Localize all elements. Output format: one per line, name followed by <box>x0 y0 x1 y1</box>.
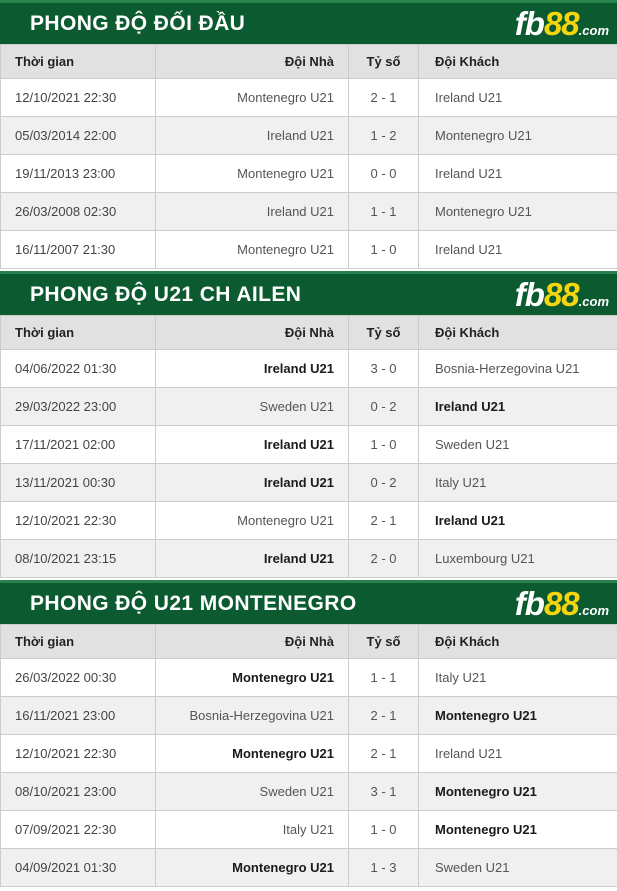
match-time: 12/10/2021 22:30 <box>1 79 156 117</box>
home-team: Montenegro U21 <box>156 502 349 540</box>
column-header-score: Tỷ số <box>349 316 419 350</box>
home-team: Montenegro U21 <box>156 849 349 887</box>
fb88-logo[interactable] <box>515 278 617 311</box>
home-team: Montenegro U21 <box>156 155 349 193</box>
match-time: 16/11/2007 21:30 <box>1 231 156 269</box>
match-row <box>1 117 617 155</box>
home-team: Montenegro U21 <box>156 735 349 773</box>
fb88-logo[interactable] <box>515 587 617 620</box>
match-score: 2 - 1 <box>349 735 419 773</box>
match-row <box>1 155 617 193</box>
match-row <box>1 697 617 735</box>
match-row <box>1 464 617 502</box>
section-ireland-u21-form <box>0 271 617 578</box>
fb88-logo-88: 88 <box>543 585 579 622</box>
match-score: 0 - 2 <box>349 464 419 502</box>
match-score: 0 - 2 <box>349 388 419 426</box>
home-team: Montenegro U21 <box>156 231 349 269</box>
home-team: Sweden U21 <box>156 773 349 811</box>
match-row <box>1 426 617 464</box>
match-time: 16/11/2021 23:00 <box>1 697 156 735</box>
match-row <box>1 773 617 811</box>
away-team: Ireland U21 <box>419 502 617 540</box>
match-score: 2 - 1 <box>349 502 419 540</box>
match-score: 2 - 0 <box>349 540 419 578</box>
away-team: Luxembourg U21 <box>419 540 617 578</box>
match-row <box>1 735 617 773</box>
match-time: 04/09/2021 01:30 <box>1 849 156 887</box>
match-time: 12/10/2021 22:30 <box>1 735 156 773</box>
match-score: 2 - 1 <box>349 697 419 735</box>
match-row <box>1 79 617 117</box>
away-team: Sweden U21 <box>419 426 617 464</box>
match-row <box>1 659 617 697</box>
column-header-score: Tỷ số <box>349 625 419 659</box>
match-row <box>1 193 617 231</box>
match-time: 08/10/2021 23:15 <box>1 540 156 578</box>
column-header-time: Thời gian <box>1 316 156 350</box>
away-team: Ireland U21 <box>419 735 617 773</box>
home-team: Ireland U21 <box>156 117 349 155</box>
section-header-band <box>0 271 617 315</box>
match-time: 12/10/2021 22:30 <box>1 502 156 540</box>
column-header-away: Đội Khách <box>419 45 617 79</box>
home-team: Sweden U21 <box>156 388 349 426</box>
fb88-logo-88: 88 <box>543 5 579 42</box>
match-time: 05/03/2014 22:00 <box>1 117 156 155</box>
column-header-score: Tỷ số <box>349 45 419 79</box>
match-row <box>1 502 617 540</box>
match-score: 1 - 1 <box>349 659 419 697</box>
fb88-logo-fb: fb <box>514 5 544 42</box>
away-team: Ireland U21 <box>419 155 617 193</box>
home-team: Ireland U21 <box>156 464 349 502</box>
home-team: Ireland U21 <box>156 350 349 388</box>
fb88-logo-fb: fb <box>514 276 544 313</box>
match-time: 26/03/2022 00:30 <box>1 659 156 697</box>
match-score: 0 - 0 <box>349 155 419 193</box>
fb88-logo[interactable] <box>515 7 617 40</box>
section-montenegro-u21-form <box>0 580 617 887</box>
match-time: 13/11/2021 00:30 <box>1 464 156 502</box>
home-team: Montenegro U21 <box>156 659 349 697</box>
match-score: 1 - 0 <box>349 811 419 849</box>
match-score: 3 - 1 <box>349 773 419 811</box>
column-header-time: Thời gian <box>1 45 156 79</box>
matches-table <box>0 315 617 578</box>
table-header-row <box>1 316 617 350</box>
match-row <box>1 350 617 388</box>
column-header-time: Thời gian <box>1 625 156 659</box>
fb88-logo-fb: fb <box>514 585 544 622</box>
home-team: Ireland U21 <box>156 540 349 578</box>
table-header-row <box>1 45 617 79</box>
fb88-logo-com: .com <box>578 294 609 309</box>
home-team: Ireland U21 <box>156 426 349 464</box>
match-row <box>1 388 617 426</box>
match-time: 08/10/2021 23:00 <box>1 773 156 811</box>
column-header-away: Đội Khách <box>419 316 617 350</box>
match-score: 1 - 0 <box>349 231 419 269</box>
away-team: Montenegro U21 <box>419 193 617 231</box>
match-score: 1 - 0 <box>349 426 419 464</box>
matches-table <box>0 44 617 269</box>
fb88-logo-com: .com <box>578 603 609 618</box>
match-score: 1 - 3 <box>349 849 419 887</box>
away-team: Montenegro U21 <box>419 811 617 849</box>
away-team: Ireland U21 <box>419 79 617 117</box>
match-score: 1 - 2 <box>349 117 419 155</box>
match-row <box>1 811 617 849</box>
column-header-home: Đội Nhà <box>156 45 349 79</box>
section-title: PHONG ĐỘ U21 MONTENEGRO <box>30 591 357 615</box>
section-title: PHONG ĐỘ U21 CH AILEN <box>30 282 302 306</box>
match-score: 3 - 0 <box>349 350 419 388</box>
matches-table <box>0 624 617 887</box>
away-team: Montenegro U21 <box>419 117 617 155</box>
match-time: 29/03/2022 23:00 <box>1 388 156 426</box>
match-time: 07/09/2021 22:30 <box>1 811 156 849</box>
match-time: 04/06/2022 01:30 <box>1 350 156 388</box>
match-row <box>1 231 617 269</box>
section-title: PHONG ĐỘ ĐỐI ĐẦU <box>30 11 246 35</box>
away-team: Bosnia-Herzegovina U21 <box>419 350 617 388</box>
section-header-band <box>0 0 617 44</box>
match-score: 2 - 1 <box>349 79 419 117</box>
match-time: 26/03/2008 02:30 <box>1 193 156 231</box>
column-header-home: Đội Nhà <box>156 316 349 350</box>
home-team: Ireland U21 <box>156 193 349 231</box>
fb88-logo-com: .com <box>578 23 609 38</box>
match-row <box>1 849 617 887</box>
match-time: 17/11/2021 02:00 <box>1 426 156 464</box>
away-team: Montenegro U21 <box>419 697 617 735</box>
home-team: Italy U21 <box>156 811 349 849</box>
fb88-logo-88: 88 <box>543 276 579 313</box>
section-head-to-head <box>0 0 617 269</box>
column-header-home: Đội Nhà <box>156 625 349 659</box>
column-header-away: Đội Khách <box>419 625 617 659</box>
away-team: Italy U21 <box>419 464 617 502</box>
section-header-band <box>0 580 617 624</box>
home-team: Montenegro U21 <box>156 79 349 117</box>
away-team: Ireland U21 <box>419 388 617 426</box>
table-header-row <box>1 625 617 659</box>
away-team: Montenegro U21 <box>419 773 617 811</box>
home-team: Bosnia-Herzegovina U21 <box>156 697 349 735</box>
away-team: Italy U21 <box>419 659 617 697</box>
away-team: Ireland U21 <box>419 231 617 269</box>
away-team: Sweden U21 <box>419 849 617 887</box>
match-row <box>1 540 617 578</box>
match-time: 19/11/2013 23:00 <box>1 155 156 193</box>
match-score: 1 - 1 <box>349 193 419 231</box>
